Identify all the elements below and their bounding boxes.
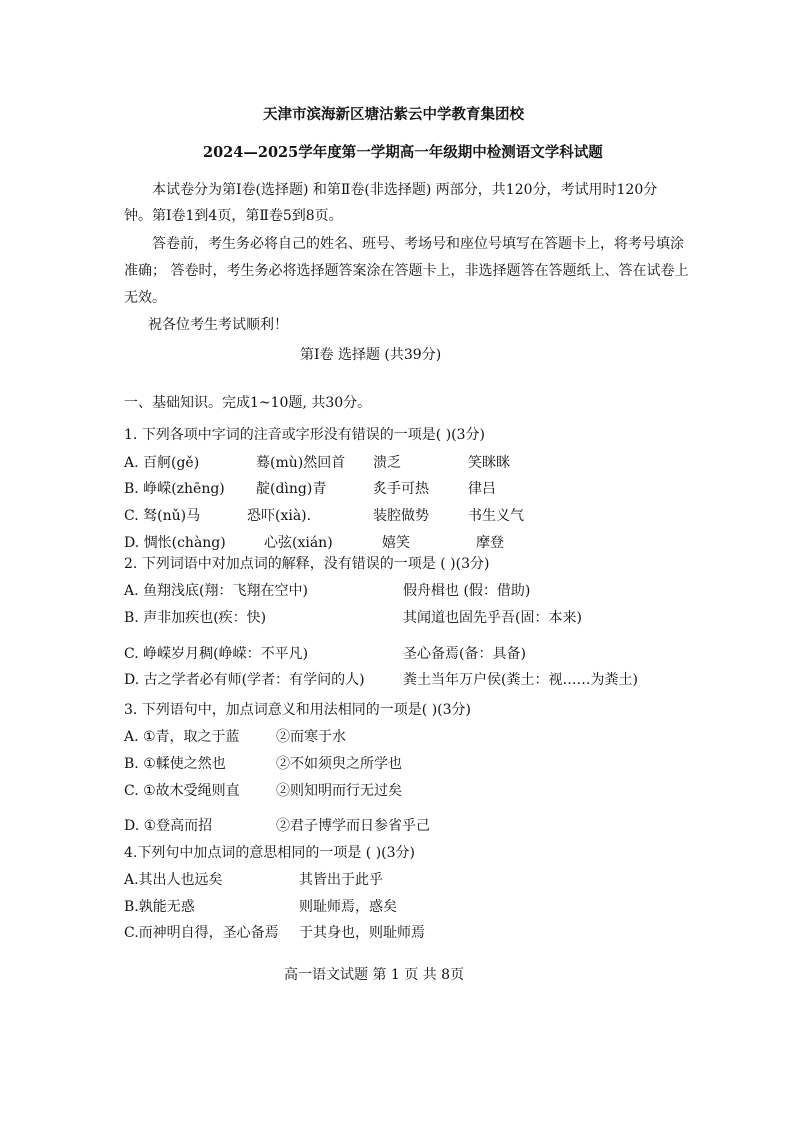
intro-paragraph-2-line-1: 答卷前，考生务必将自己的姓名、班号、考场号和座位号填写在答题卡上，将考号填涂 [152,236,684,252]
question-2-option-d-part-1: D. 古之学者必有师(学者：有学问的人) [124,672,365,688]
question-1-stem: 1. 下列各项中字词的注音或字形没有错误的一项是( )(3分) [124,427,486,443]
intro-paragraph-2-line-3: 无效。 [124,290,166,306]
question-1-option-d-part-3: 嬉笑 [382,535,410,551]
exam-title: 2024—2025学年度第一学期高一年级期中检测语文学科试题 [203,144,603,161]
question-4-option-a-part-2: 其皆出于此乎 [299,872,383,888]
question-2-option-b-part-2: 其闻道也固先乎吾(固：本来) [403,610,582,626]
question-4-option-c-part-1: C.而神明自得，圣心备焉 [124,925,279,941]
question-2-option-d-part-2: 粪土当年万户侯(粪土：视……为粪土) [403,672,638,688]
question-2-option-a-part-2: 假舟楫也 (假：借助) [403,583,531,599]
intro-paragraph-3: 祝各位考生考试顺利！ [148,317,288,333]
question-1-option-a-part-1: A. 百舸(gě) [124,455,200,471]
question-3-option-b-part-1: B. ①輮使之然也 [124,756,226,772]
question-1-option-c-part-2: 恐吓(xià). [247,508,312,524]
intro-paragraph-1-line-2: 钟。第Ⅰ卷1到4页，第Ⅱ卷5到8页。 [124,208,343,224]
question-2-option-b-part-1: B. 声非加疾也(疾：快) [124,610,267,626]
question-3-option-d-part-1: D. ①登高而招 [124,818,213,834]
question-3-option-d-part-2: ②君子博学而日参省乎己 [276,818,430,834]
page-footer: 高一语文试题 第 1 页 共 8页 [284,967,465,983]
question-2-option-a-part-1: A. 鱼翔浅底(翔：飞翔在空中) [124,583,308,599]
question-1-option-c-part-3: 装腔做势 [373,508,429,524]
question-3-option-c-part-2: ②则知明而行无过矣 [276,783,402,799]
question-1-option-c-part-1: C. 驽(nǔ)马 [124,508,201,524]
question-4-option-b-part-1: B.孰能无惑 [124,899,195,915]
question-4-option-c-part-2: 于其身也，则耻师焉 [299,925,425,941]
question-3-stem: 3. 下列语句中，加点词意义和用法相同的一项是( )(3分) [124,702,472,718]
question-1-option-d-part-1: D. 惆怅(chàng) [124,535,226,551]
question-4-stem: 4.下列句中加点词的意思相同的一项是 ( )(3分) [124,845,416,861]
intro-paragraph-2-line-2: 准确； 答卷时，考生务必将选择题答案涂在答题卡上，非选择题答在答题纸上、答在试卷上 [124,263,689,279]
section-heading: 第Ⅰ卷 选择题 (共39分) [300,347,442,363]
school-title: 天津市滨海新区塘沽紫云中学教育集团校 [263,106,524,123]
question-1-option-a-part-2: 蓦(mù)然回首 [256,455,346,471]
question-4-option-a-part-1: A.其出人也远矣 [124,872,223,888]
question-2-stem: 2. 下列词语中对加点词的解释，没有错误的一项是 ( )(3分) [124,556,490,572]
question-2-option-c-part-2: 圣心备焉(备：具备) [403,646,526,662]
question-1-option-a-part-3: 溃乏 [373,455,401,471]
question-3-option-a-part-1: A. ①青，取之于蓝 [124,729,240,745]
question-1-option-a-part-4: 笑眯眯 [468,455,510,471]
part-one-heading: 一、基础知识。完成1~10题, 共30分。 [124,395,372,411]
question-3-option-b-part-2: ②不如须臾之所学也 [276,756,402,772]
question-1-option-b-part-4: 律吕 [468,481,496,497]
intro-paragraph-1-line-1: 本试卷分为第Ⅰ卷(选择题) 和第Ⅱ卷(非选择题) 两部分，共120分，考试用时120分 [152,182,658,198]
question-1-option-b-part-3: 炙手可热 [373,481,429,497]
question-3-option-c-part-1: C. ①故木受绳则直 [124,783,240,799]
question-3-option-a-part-2: ②而寒于水 [276,729,346,745]
question-1-option-b-part-2: 靛(dìng)青 [256,481,327,497]
question-1-option-b-part-1: B. 峥嵘(zhēng) [124,481,225,497]
question-2-option-c-part-1: C. 峥嵘岁月稠(峥嵘：不平凡) [124,646,309,662]
question-4-option-b-part-2: 则耻师焉，惑矣 [299,899,397,915]
question-1-option-c-part-4: 书生义气 [468,508,524,524]
question-1-option-d-part-2: 心弦(xián) [264,535,333,551]
question-1-option-d-part-4: 摩登 [476,535,504,551]
